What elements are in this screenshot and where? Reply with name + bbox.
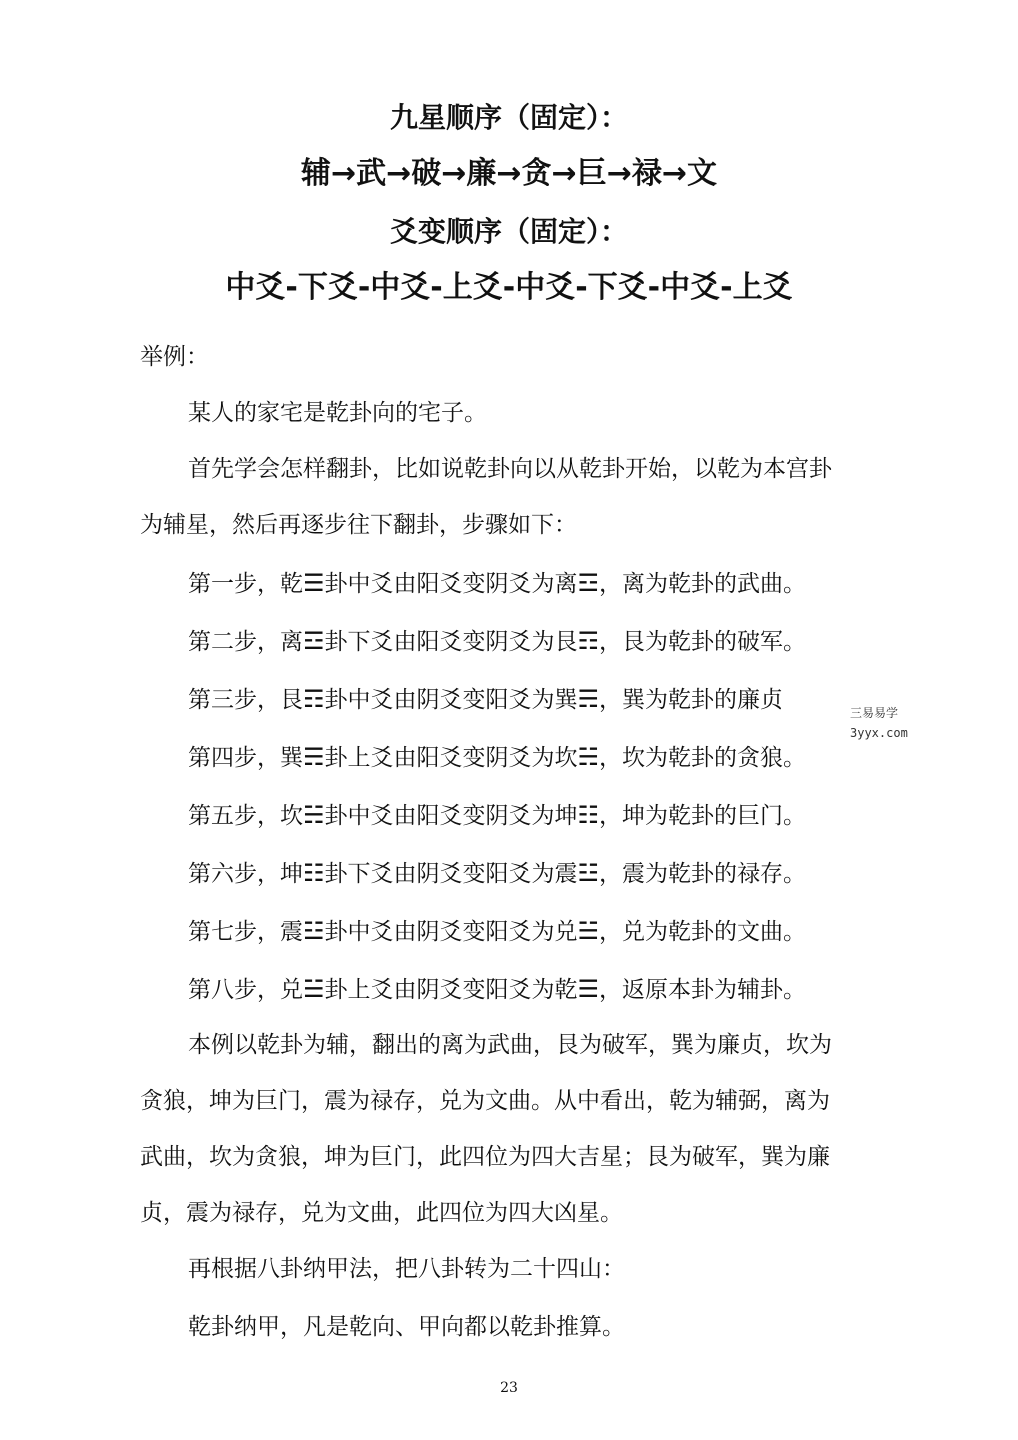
summary-paragraph: 本例以乾卦为辅，翻出的离为武曲，艮为破军，巽为廉贞，坎为贪狼，坤为巨门，震为禄存，兑为文曲。从中看出，乾为辅弼，离为武曲，坎为贪狼，坤为巨门，此四位为四大吉星；艮为破军，巽为廉贞，震为禄存，兑为文曲，此四位为四大凶星。	[140, 1032, 832, 1226]
trigram-qian-icon: ☰	[577, 975, 600, 1003]
step-prefix: 第四步，巽	[188, 745, 303, 771]
step-1	[188, 568, 828, 599]
step-8	[188, 974, 828, 1005]
step-5	[188, 800, 828, 831]
step-prefix: 第二步，离	[188, 629, 303, 655]
example-label: 举例：	[140, 344, 209, 370]
step-suffix: ，离为乾卦的武曲。	[599, 571, 807, 597]
trigram-dui-icon: ☱	[303, 975, 325, 1003]
step-prefix: 第六步，坤	[188, 861, 303, 887]
step-text: 卦上爻由阴爻变阳爻为乾	[324, 977, 578, 1003]
trigram-xun-icon: ☴	[577, 685, 600, 713]
step-text: 卦中爻由阳爻变阴爻为离	[324, 571, 578, 597]
trigram-kan-icon: ☵	[303, 801, 325, 829]
step-6	[188, 858, 828, 889]
yao-change-title: 爻变顺序（固定）：	[389, 215, 628, 248]
step-prefix: 第三步，艮	[188, 687, 303, 713]
step-suffix: ，艮为乾卦的破军。	[599, 629, 807, 655]
trigram-kan-icon: ☵	[577, 743, 600, 771]
trigram-dui-icon: ☱	[577, 917, 600, 945]
yao-change-sequence: 中爻-下爻-中爻-上爻-中爻-下爻-中爻-上爻	[225, 270, 793, 305]
step-suffix: ，兑为乾卦的文曲。	[599, 919, 807, 945]
step-suffix: ，震为乾卦的禄存。	[599, 861, 807, 887]
step-text: 卦下爻由阴爻变阳爻为震	[324, 861, 578, 887]
step-text: 卦中爻由阴爻变阳爻为兑	[324, 919, 578, 945]
trigram-kun-icon: ☷	[577, 801, 600, 829]
step-text: 卦下爻由阳爻变阴爻为艮	[324, 629, 578, 655]
trigram-li-icon: ☲	[303, 627, 325, 655]
trigram-zhen-icon: ☳	[303, 917, 325, 945]
step-prefix: 第七步，震	[188, 919, 303, 945]
premise-paragraph: 某人的家宅是乾卦向的宅子。	[188, 400, 487, 426]
trigram-gen-icon: ☶	[303, 685, 325, 713]
step-suffix: ，巽为乾卦的廉贞	[599, 687, 784, 713]
trigram-kun-icon: ☷	[303, 859, 325, 887]
najia-intro: 再根据八卦纳甲法，把八卦转为二十四山：	[188, 1256, 625, 1282]
step-3	[188, 684, 828, 715]
trigram-gen-icon: ☶	[577, 627, 600, 655]
method-paragraph: 首先学会怎样翻卦，比如说乾卦向以从乾卦开始，以乾为本宫卦为辅星，然后再逐步往下翻卦，步骤如下：	[140, 456, 832, 538]
watermark-url: 3yyx.com	[850, 726, 908, 740]
step-prefix: 第五步，坎	[188, 803, 303, 829]
step-2	[188, 626, 828, 657]
trigram-zhen-icon: ☳	[577, 859, 600, 887]
step-suffix: ，坎为乾卦的贪狼。	[599, 745, 807, 771]
step-7	[188, 916, 828, 947]
najia-qian: 乾卦纳甲，凡是乾向、甲向都以乾卦推算。	[188, 1314, 625, 1340]
step-suffix: ，返原本卦为辅卦。	[599, 977, 807, 1003]
watermark	[850, 703, 940, 743]
step-prefix: 第一步，乾	[188, 571, 303, 597]
step-prefix: 第八步，兑	[188, 977, 303, 1003]
step-suffix: ，坤为乾卦的巨门。	[599, 803, 807, 829]
trigram-li-icon: ☲	[577, 569, 600, 597]
step-text: 卦中爻由阳爻变阴爻为坤	[324, 803, 578, 829]
step-text: 卦中爻由阴爻变阳爻为巽	[324, 687, 578, 713]
trigram-qian-icon: ☰	[303, 569, 325, 597]
trigram-xun-icon: ☴	[303, 743, 325, 771]
watermark-title: 三易易学	[850, 706, 899, 720]
step-text: 卦上爻由阳爻变阴爻为坎	[324, 745, 578, 771]
nine-star-title: 九星顺序（固定）：	[389, 101, 628, 134]
page-number: 23	[500, 1380, 518, 1396]
step-4	[188, 742, 828, 773]
nine-star-sequence: 辅→武→破→廉→贪→巨→禄→文	[301, 156, 717, 191]
